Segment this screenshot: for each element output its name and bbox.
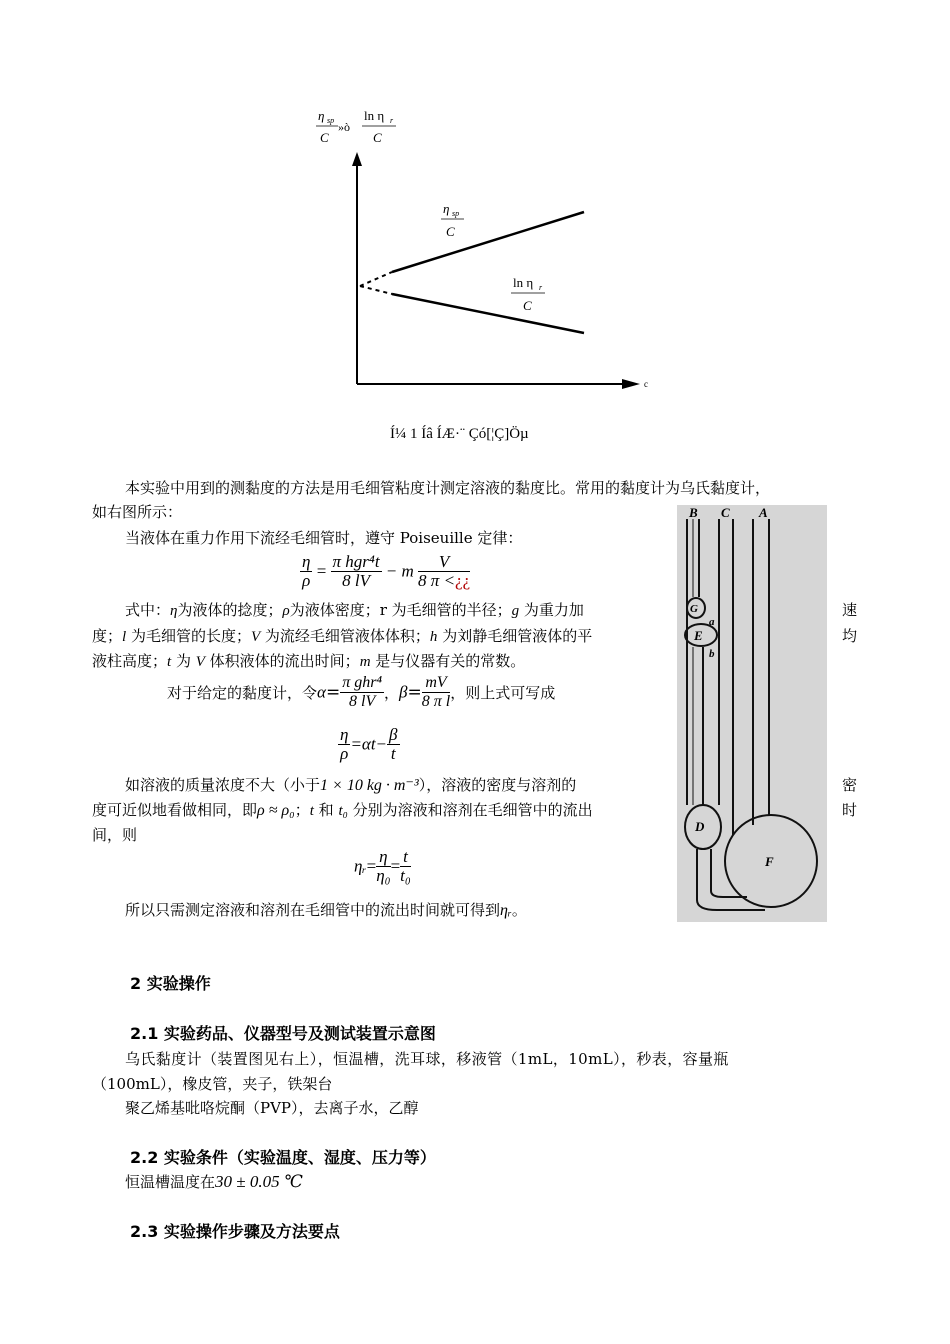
viscometer-label-a: a	[709, 616, 715, 628]
para5-line1: 如溶液的质量浓度不大（小于1 × 10 kg · m⁻³），溶液的密度与溶剂的	[125, 776, 577, 794]
heading-section-2: 2 实验操作	[130, 974, 211, 993]
eq1-lhs-den: ρ	[302, 571, 311, 590]
para1-line2: 如右图所示：	[92, 503, 183, 521]
para7-line2: （100mL），橡皮管，夹子，铁架台	[92, 1075, 333, 1093]
para3-line2: 度；l 为毛细管的长度；V 为流经毛细管液体体积；h 为刘静毛细管液体的平	[92, 627, 593, 645]
para3-line2-tail: 均	[842, 627, 858, 645]
para9: 恒温槽温度在30 ± 0.05 ℃	[125, 1172, 303, 1191]
para5-line2-tail: 时	[842, 801, 858, 819]
figure-caption: Í¼ 1 Íâ ÍÆ·¨ Çó[¦Ç]Öµ	[390, 426, 529, 442]
upper-line	[392, 212, 584, 272]
extrapolation-figure	[300, 100, 660, 400]
x-axis-arrow	[622, 379, 640, 389]
equation-poiseuille	[300, 553, 470, 590]
para7-line1: 乌氏黏度计（装置图见右上），恒温槽，洗耳球，移液管（1mL，10mL），秒表，容量瓶	[125, 1050, 729, 1068]
y-label-left-den: C	[320, 130, 329, 145]
lower-line-dashed	[360, 286, 392, 294]
viscometer-label-D: D	[695, 819, 705, 834]
viscometer-label-b: b	[709, 648, 715, 660]
eq1-lhs-num: η	[302, 552, 311, 571]
para3-line1-tail: 速	[842, 601, 858, 619]
para3-line3: 液柱高度；t 为 V 体积液体的流出时间；m 是与仪器有关的常数。	[92, 652, 526, 670]
y-label-right-sub: r	[390, 116, 394, 125]
viscometer-label-C: C	[721, 505, 730, 520]
para8: 聚乙烯基吡咯烷酮（PVP），去离子水，乙醇	[125, 1099, 419, 1117]
lower-label-num: ln η	[513, 275, 534, 290]
para4: 对于给定的黏度计，令α= $\frac{\text{π ghr⁴}}{8 lV}$ ，β= $\frac{mV}{\text{8 π l}}$ ，则上式可写成	[167, 674, 556, 710]
equation-alpha-beta: $\frac{\eta}{\rho}$ =αt− $\frac{\beta}{t}$	[340, 725, 398, 763]
para6: 所以只需测定溶液和溶剂在毛细管中的流出时间就可得到ηᵣ。	[125, 901, 527, 919]
viscometer-label-F: F	[765, 854, 774, 869]
y-label-left-num: η	[318, 108, 325, 123]
para5-line1-tail: 密	[842, 776, 858, 794]
eq1-t1-den: 8 lV	[342, 571, 370, 590]
y-label-right-den: C	[373, 130, 382, 145]
eq1-t2-num: V	[418, 553, 470, 572]
upper-label-num: η	[443, 201, 450, 216]
viscometer-label-B: B	[689, 505, 698, 520]
eq1-t1-num: π hgr⁴t	[332, 552, 380, 571]
lower-label-sub: r	[539, 283, 543, 292]
eq1-minus-m: − m	[385, 561, 414, 581]
para2: 当液体在重力作用下流经毛细管时，遵守 Poiseuille 定律：	[125, 529, 523, 547]
y-label-mid: »ò	[338, 120, 350, 134]
lower-label-den: C	[523, 298, 532, 313]
upper-label-den: C	[446, 224, 455, 239]
para5-line2: 度可近似地看做相同，即ρ ≈ ρ₀；t 和 t₀ 分别为溶液和溶剂在毛细管中的流出	[92, 801, 593, 819]
ubbelohde-viscometer-figure	[677, 505, 827, 922]
viscometer-label-G: G	[690, 603, 698, 615]
upper-line-dashed	[360, 272, 392, 286]
heading-section-2-1: 2.1 实验药品、仪器型号及测试装置示意图	[130, 1024, 436, 1043]
x-axis-label: c	[644, 379, 648, 389]
heading-section-2-3: 2.3 实验操作步骤及方法要点	[130, 1222, 340, 1241]
heading-section-2-2: 2.2 实验条件（实验温度、湿度、压力等）	[130, 1148, 436, 1167]
equation-relative-viscosity: ηᵣ= $\frac{\eta}{\text{η₀}}$ = $\frac{t}{\text{t₀}}$	[354, 847, 411, 885]
y-axis-arrow	[352, 152, 362, 166]
y-label-left-sub: sp	[327, 116, 335, 125]
eq1-equals: =	[316, 561, 327, 581]
eq1-t2-den-b: ¿¿	[455, 571, 471, 590]
eq1-t2-den-a: 8 π <	[418, 571, 456, 590]
para5-line3: 间，则	[92, 826, 138, 844]
para3-line1: 式中：η为液体的捻度；ρ为液体密度；r 为毛细管的半径；g 为重力加	[125, 601, 584, 619]
upper-label-sub: sp	[452, 209, 460, 218]
y-label-right-num: ln η	[364, 108, 385, 123]
viscometer-label-E: E	[694, 628, 703, 643]
viscometer-label-A: A	[759, 505, 768, 520]
lower-line	[392, 294, 584, 333]
para1-line1: 本实验中用到的测黏度的方法是用毛细管粘度计测定溶液的黏度比。常用的黏度计为乌氏黏度计，	[125, 479, 771, 497]
